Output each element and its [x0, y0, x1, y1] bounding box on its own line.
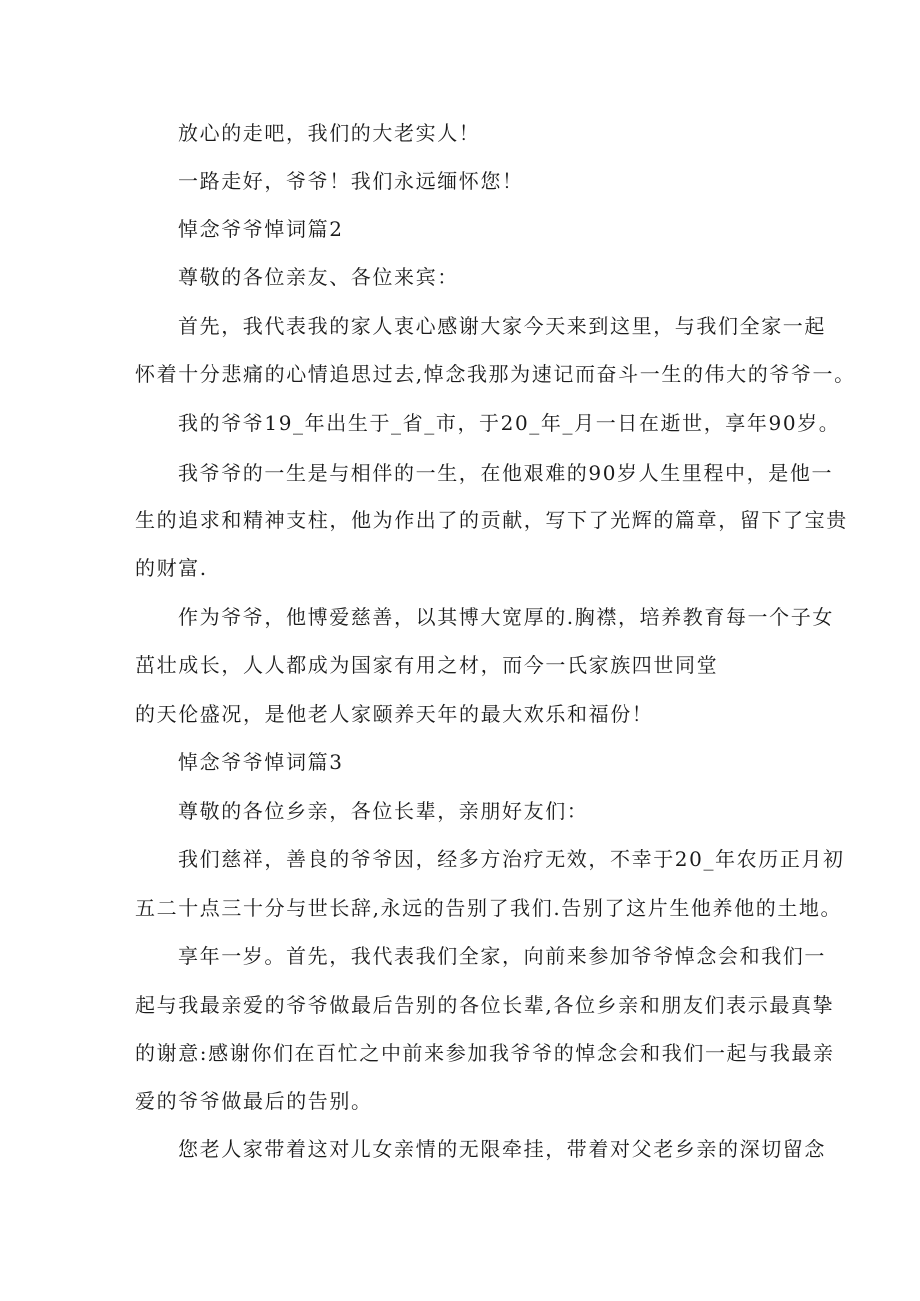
text-line: 一路走好，爷爷！我们永远缅怀您！: [178, 169, 524, 193]
text-line: 茁壮成长，人人都成为国家有用之材，而今一氏家族四世同堂: [135, 653, 719, 677]
text-line: 生的追求和精神支柱，他为作出了的贡献，写下了光辉的篇章，留下了宝贵: [135, 508, 848, 532]
section-heading: 悼念爷爷悼词篇3: [178, 750, 344, 774]
text-line: 的谢意:感谢你们在百忙之中前来参加我爷爷的悼念会和我们一起与我最亲: [135, 1041, 835, 1065]
text-line: 放心的走吧，我们的大老实人！: [178, 121, 481, 145]
text-line: 的财富.: [135, 556, 208, 580]
section-heading: 悼念爷爷悼词篇2: [178, 217, 344, 241]
text-line: 我们慈祥，善良的爷爷因，经多方治疗无效，不幸于20_年农历正月初: [178, 847, 845, 871]
text-line: 怀着十分悲痛的心情追思过去,悼念我那为速记而奋斗一生的伟大的爷爷一。: [135, 362, 856, 386]
text-line: 享年一岁。首先，我代表我们全家，向前来参加爷爷悼念会和我们一: [178, 944, 826, 968]
text-line: 的天伦盛况，是他老人家颐养天年的最大欢乐和福份！: [135, 702, 654, 726]
text-line: 您老人家带着这对儿女亲情的无限牵挂，带着对父老乡亲的深切留念: [178, 1137, 826, 1161]
text-line: 作为爷爷，他博爱慈善，以其博大宽厚的.胸襟，培养教育每一个子女: [178, 605, 834, 629]
text-line: 尊敬的各位亲友、各位来宾：: [178, 265, 459, 289]
text-line: 我的爷爷19_年出生于_省_市，于20_年_月一日在逝世，享年90岁。: [178, 411, 841, 435]
text-line: 爱的爷爷做最后的告别。: [135, 1089, 373, 1113]
text-line: 尊敬的各位乡亲，各位长辈，亲朋好友们：: [178, 799, 589, 823]
text-line: 五二十点三十分与世长辞,永远的告别了我们.告别了这片生他养他的土地。: [135, 896, 843, 920]
text-line: 首先，我代表我的家人衷心感谢大家今天来到这里，与我们全家一起: [178, 314, 826, 338]
text-line: 起与我最亲爱的爷爷做最后告别的各位长辈,各位乡亲和朋友们表示最真挚: [135, 993, 835, 1017]
text-line: 我爷爷的一生是与相伴的一生，在他艰难的90岁人生里程中，是他一: [178, 461, 834, 485]
